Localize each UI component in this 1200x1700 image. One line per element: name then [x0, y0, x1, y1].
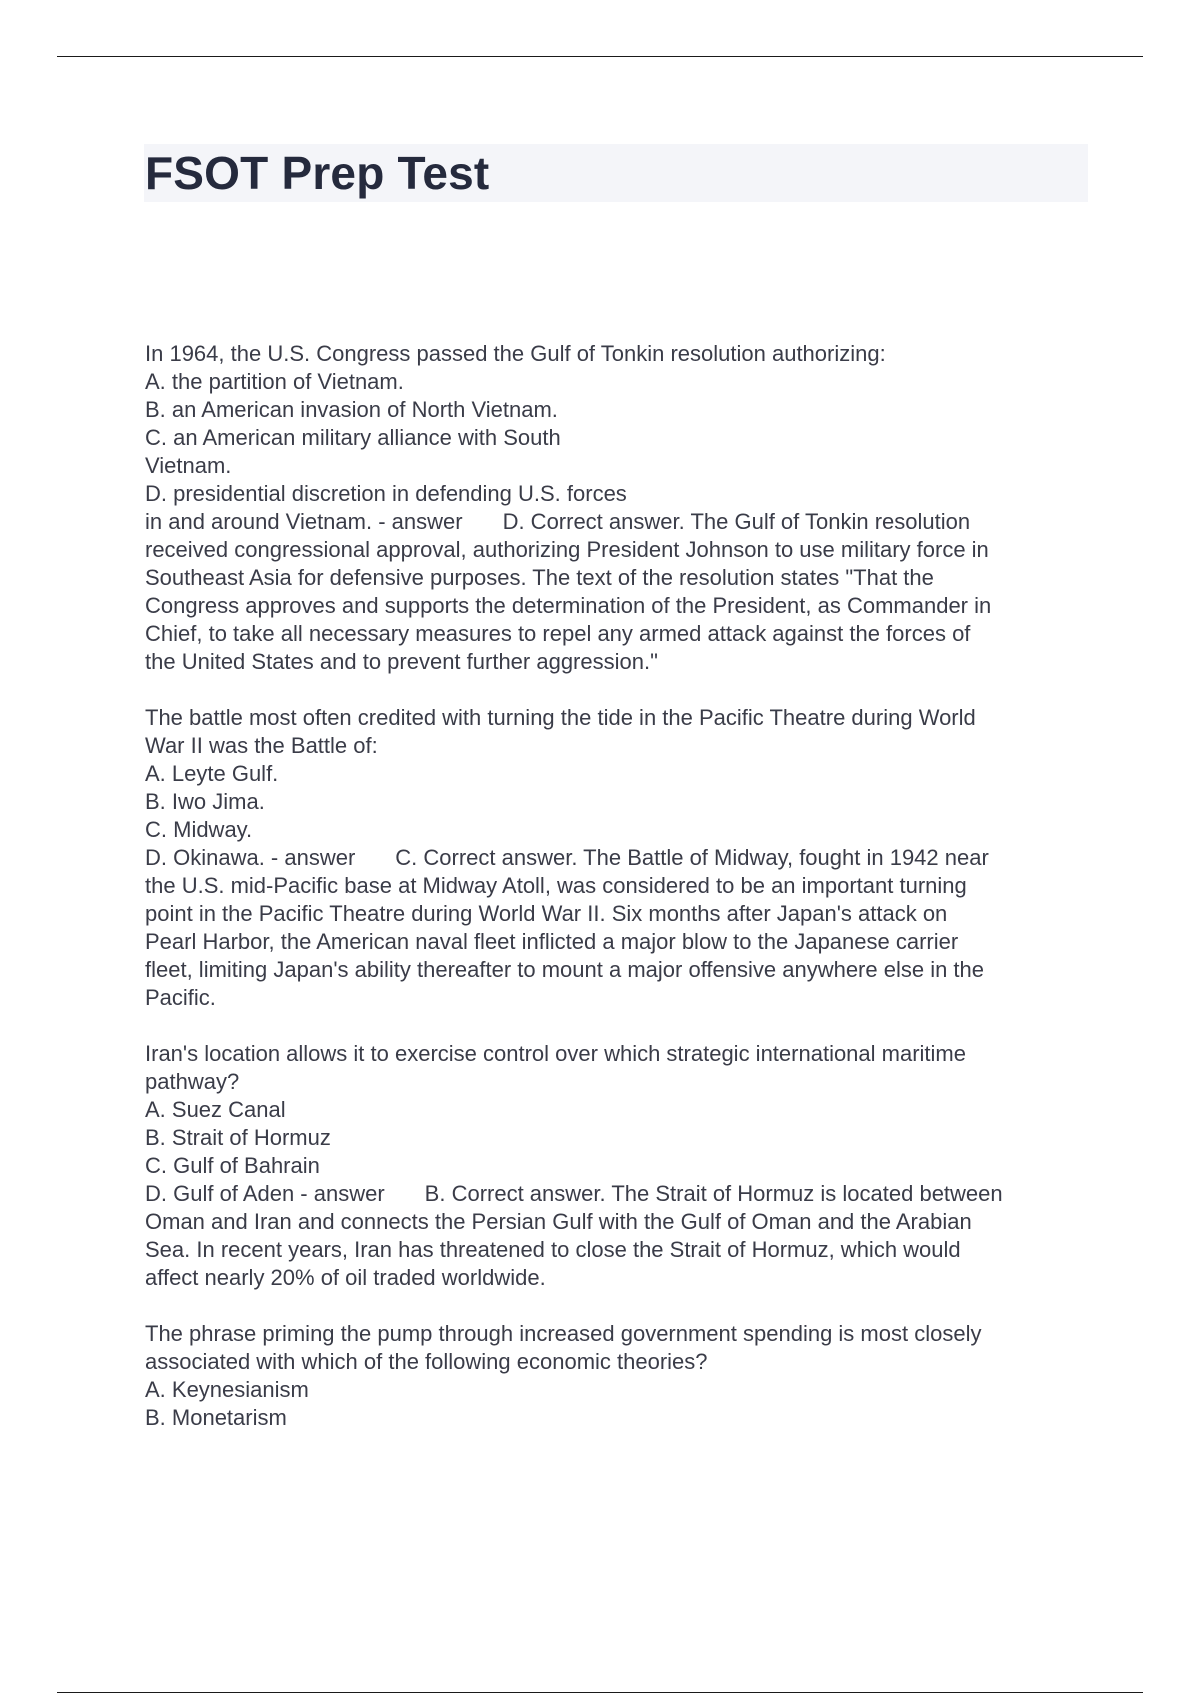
question-stem: associated with which of the following economic theories?	[145, 1349, 708, 1374]
answer-row	[145, 508, 1095, 536]
question-block	[145, 340, 1095, 676]
answer-option: A. Suez Canal	[145, 1097, 286, 1122]
question-stem: The battle most often credited with turning the tide in the Pacific Theatre during World	[145, 705, 976, 730]
answer-explanation: Pacific.	[145, 985, 216, 1010]
answer-option: A. Leyte Gulf.	[145, 761, 279, 786]
answer-option: B. Strait of Hormuz	[145, 1125, 331, 1150]
answer-explanation: Congress approves and supports the determination of the President, as Commander in	[145, 593, 992, 618]
page-title: FSOT Prep Test	[145, 147, 490, 199]
header-rule	[57, 56, 1143, 57]
answer-explanation: C. Correct answer. The Battle of Midway, fought in 1942 near	[395, 845, 989, 870]
answer-explanation: the U.S. mid-Pacific base at Midway Atoll, was considered to be an important turning	[145, 873, 967, 898]
answer-option: C. an American military alliance with South	[145, 425, 561, 450]
question-block	[145, 1040, 1095, 1292]
answer-option: B. Monetarism	[145, 1405, 287, 1430]
answer-explanation: fleet, limiting Japan's ability thereafter to mount a major offensive anywhere else in the	[145, 957, 985, 982]
answer-option: C. Midway.	[145, 817, 253, 842]
answer-explanation: the United States and to prevent further aggression."	[145, 649, 658, 674]
question-stem: Iran's location allows it to exercise control over which strategic international maritime	[145, 1041, 966, 1066]
answer-explanation: affect nearly 20% of oil traded worldwide.	[145, 1265, 546, 1290]
answer-row	[145, 844, 1095, 872]
answer-explanation: Sea. In recent years, Iran has threatened to close the Strait of Hormuz, which would	[145, 1237, 961, 1262]
answer-option: C. Gulf of Bahrain	[145, 1153, 320, 1178]
answer-option: A. Keynesianism	[145, 1377, 309, 1402]
answer-explanation: Chief, to take all necessary measures to repel any armed attack against the forces of	[145, 621, 971, 646]
answer-option: B. an American invasion of North Vietnam.	[145, 397, 558, 422]
answer-explanation: Pearl Harbor, the American naval fleet inflicted a major blow to the Japanese carrier	[145, 929, 959, 954]
answer-option: B. Iwo Jima.	[145, 789, 265, 814]
question-stem: In 1964, the U.S. Congress passed the Gulf of Tonkin resolution authorizing:	[145, 341, 886, 366]
question-block	[145, 1320, 1095, 1432]
answer-option: Vietnam.	[145, 453, 232, 478]
question-stem: War II was the Battle of:	[145, 733, 378, 758]
document-body	[145, 340, 1095, 1460]
answer-row	[145, 1180, 1095, 1208]
answer-option: D. presidential discretion in defending U.S. forces	[145, 481, 627, 506]
answer-explanation: D. Correct answer. The Gulf of Tonkin resolution	[502, 509, 971, 534]
answer-explanation: received congressional approval, authorizing President Johnson to use military force in	[145, 537, 989, 562]
footer-rule	[57, 1692, 1143, 1693]
answer-explanation: point in the Pacific Theatre during World War II. Six months after Japan's attack on	[145, 901, 948, 926]
answer-lead: D. Gulf of Aden - answer	[145, 1181, 385, 1206]
answer-explanation: Southeast Asia for defensive purposes. The text of the resolution states "That the	[145, 565, 934, 590]
question-stem: The phrase priming the pump through increased government spending is most closely	[145, 1321, 982, 1346]
answer-option: A. the partition of Vietnam.	[145, 369, 404, 394]
answer-lead: in and around Vietnam. - answer	[145, 509, 463, 534]
question-stem: pathway?	[145, 1069, 240, 1094]
answer-explanation: B. Correct answer. The Strait of Hormuz is located between	[424, 1181, 1003, 1206]
question-block	[145, 704, 1095, 1012]
answer-lead: D. Okinawa. - answer	[145, 845, 356, 870]
answer-explanation: Oman and Iran and connects the Persian Gulf with the Gulf of Oman and the Arabian	[145, 1209, 972, 1234]
